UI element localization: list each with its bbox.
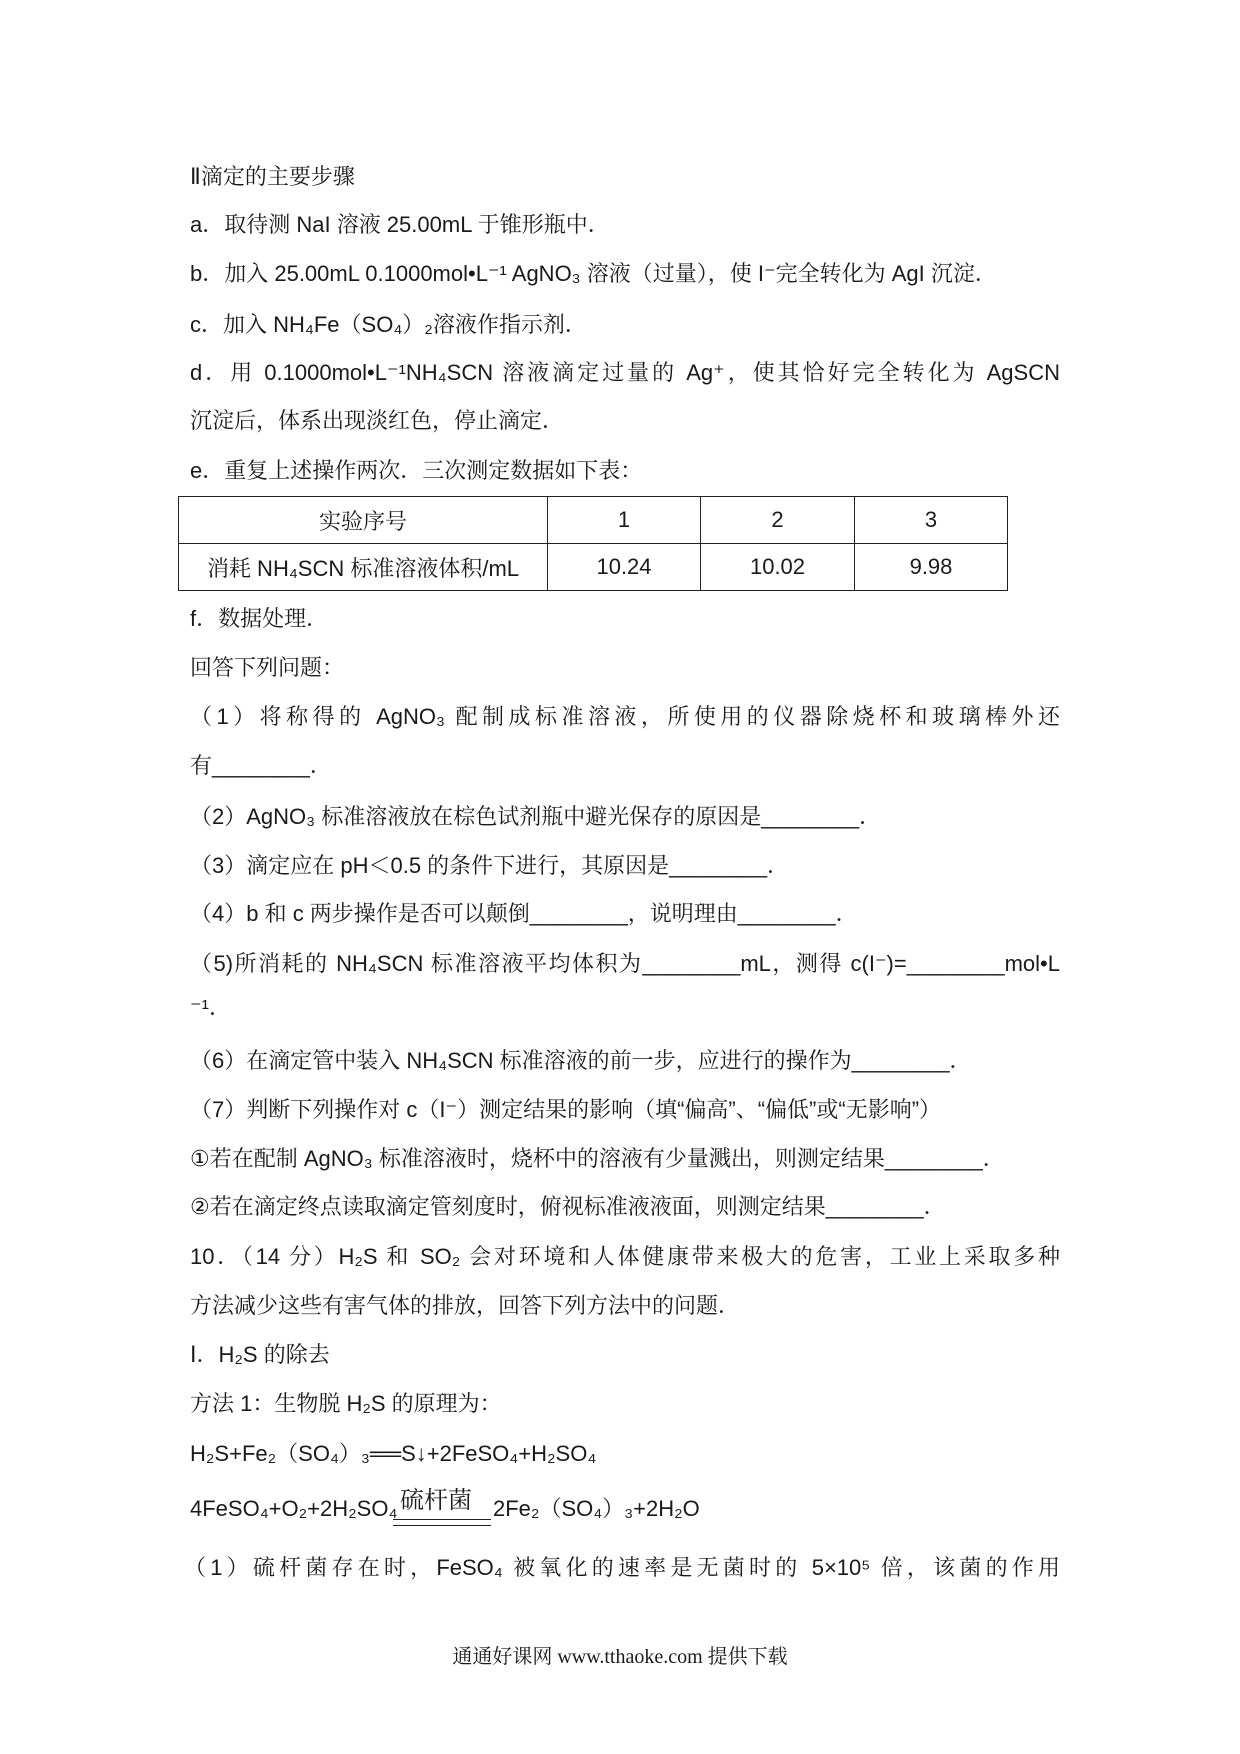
table-cell: 消耗 NH₄SCN 标准溶液体积/mL [179, 544, 548, 591]
equation-1: H₂S+Fe₂（SO₄）₃══S↓+2FeSO₄+H₂SO₄ [190, 1441, 597, 1466]
table-cell: 实验序号 [179, 497, 548, 544]
table-row [179, 544, 1008, 591]
problem-10-line1: 10．（14 分）H₂S 和 SO₂ 会对环境和人体健康带来极大的危害，工业上采取多种 [190, 1244, 1060, 1269]
step-f: f．数据处理． [190, 606, 329, 631]
question-6: （6）在滴定管中装入 NH₄SCN 标准溶液的前一步，应进行的操作为________． [190, 1048, 972, 1073]
table-cell: 1 [548, 497, 701, 544]
question-1-line2: 有________． [190, 753, 332, 778]
section-title: Ⅱ滴定的主要步骤 [190, 164, 355, 189]
step-b: b．加入 25.00mL 0.1000mol•L⁻¹ AgNO₃ 溶液（过量），使 I⁻完全转化为 AgI 沉淀． [190, 261, 997, 286]
question-1-line1: （1）将称得的 AgNO₃ 配制成标准溶液，所使用的仪器除烧杯和玻璃棒外还 [190, 704, 1060, 729]
equation-2-right: 2Fe₂（SO₄）₃+2H₂O [493, 1496, 700, 1521]
equation-2-left: 4FeSO₄+O₂+2H₂SO₄ [190, 1496, 398, 1521]
questions-intro: 回答下列问题： [190, 655, 345, 680]
problem-10-line2: 方法减少这些有害气体的排放，回答下列方法中的问题． [190, 1293, 741, 1318]
step-d-line2: 沉淀后，体系出现淡红色，停止滴定． [190, 408, 565, 433]
question-2: （2）AgNO₃ 标准溶液放在棕色试剂瓶中避光保存的原因是________． [190, 804, 882, 829]
step-c: c．加入 NH₄Fe（SO₄）₂溶液作指示剂． [190, 312, 587, 337]
question-5-line2: ⁻¹． [190, 995, 231, 1020]
footer-watermark: 通通好课网 www.tthaoke.com 提供下载 [452, 1646, 788, 1668]
table-cell: 10.24 [548, 544, 701, 591]
question-3: （3）滴定应在 pH＜0.5 的条件下进行，其原因是________． [190, 853, 790, 878]
table-cell: 3 [855, 497, 1008, 544]
table-cell: 9.98 [855, 544, 1008, 591]
step-e: e．重复上述操作两次．三次测定数据如下表： [190, 458, 643, 483]
question-7-item-2: ②若在滴定终点读取滴定管刻度时，俯视标准液液面，则测定结果________． [190, 1194, 946, 1219]
part-1-heading: Ⅰ．H₂S 的除去 [190, 1342, 330, 1367]
table-cell: 10.02 [701, 544, 855, 591]
question-4: （4）b 和 c 两步操作是否可以颠倒________，说明理由________． [190, 901, 858, 926]
step-d-line1: d．用 0.1000mol•L⁻¹NH₄SCN 溶液滴定过量的 Ag⁺，使其恰好完全转化为 AgSCN [190, 360, 1060, 385]
step-a: a．取待测 NaI 溶液 25.00mL 于锥形瓶中． [190, 212, 610, 237]
question-5-line1: （5)所消耗的 NH₄SCN 标准溶液平均体积为________mL，测得 c(I⁻)=________mol•L [190, 951, 1060, 976]
data-table [178, 496, 1008, 591]
question-7-item-1: ①若在配制 AgNO₃ 标准溶液时，烧杯中的溶液有少量溅出，则测定结果________． [190, 1146, 1005, 1171]
table-header-row [179, 497, 1008, 544]
equation-2-condition: 硫杆菌 [400, 1487, 472, 1514]
method-1: 方法 1：生物脱 H₂S 的原理为： [190, 1391, 502, 1416]
table-cell: 2 [701, 497, 855, 544]
question-7: （7）判断下列操作对 c（I⁻）测定结果的影响（填“偏高”、“偏低”或“无影响”） [190, 1097, 942, 1122]
problem-10-question-1: （1）硫杆菌存在时，FeSO₄ 被氧化的速率是无菌时的 5×10⁵ 倍，该菌的作用 [184, 1555, 1060, 1580]
equation-2-double-bar [393, 1519, 491, 1526]
